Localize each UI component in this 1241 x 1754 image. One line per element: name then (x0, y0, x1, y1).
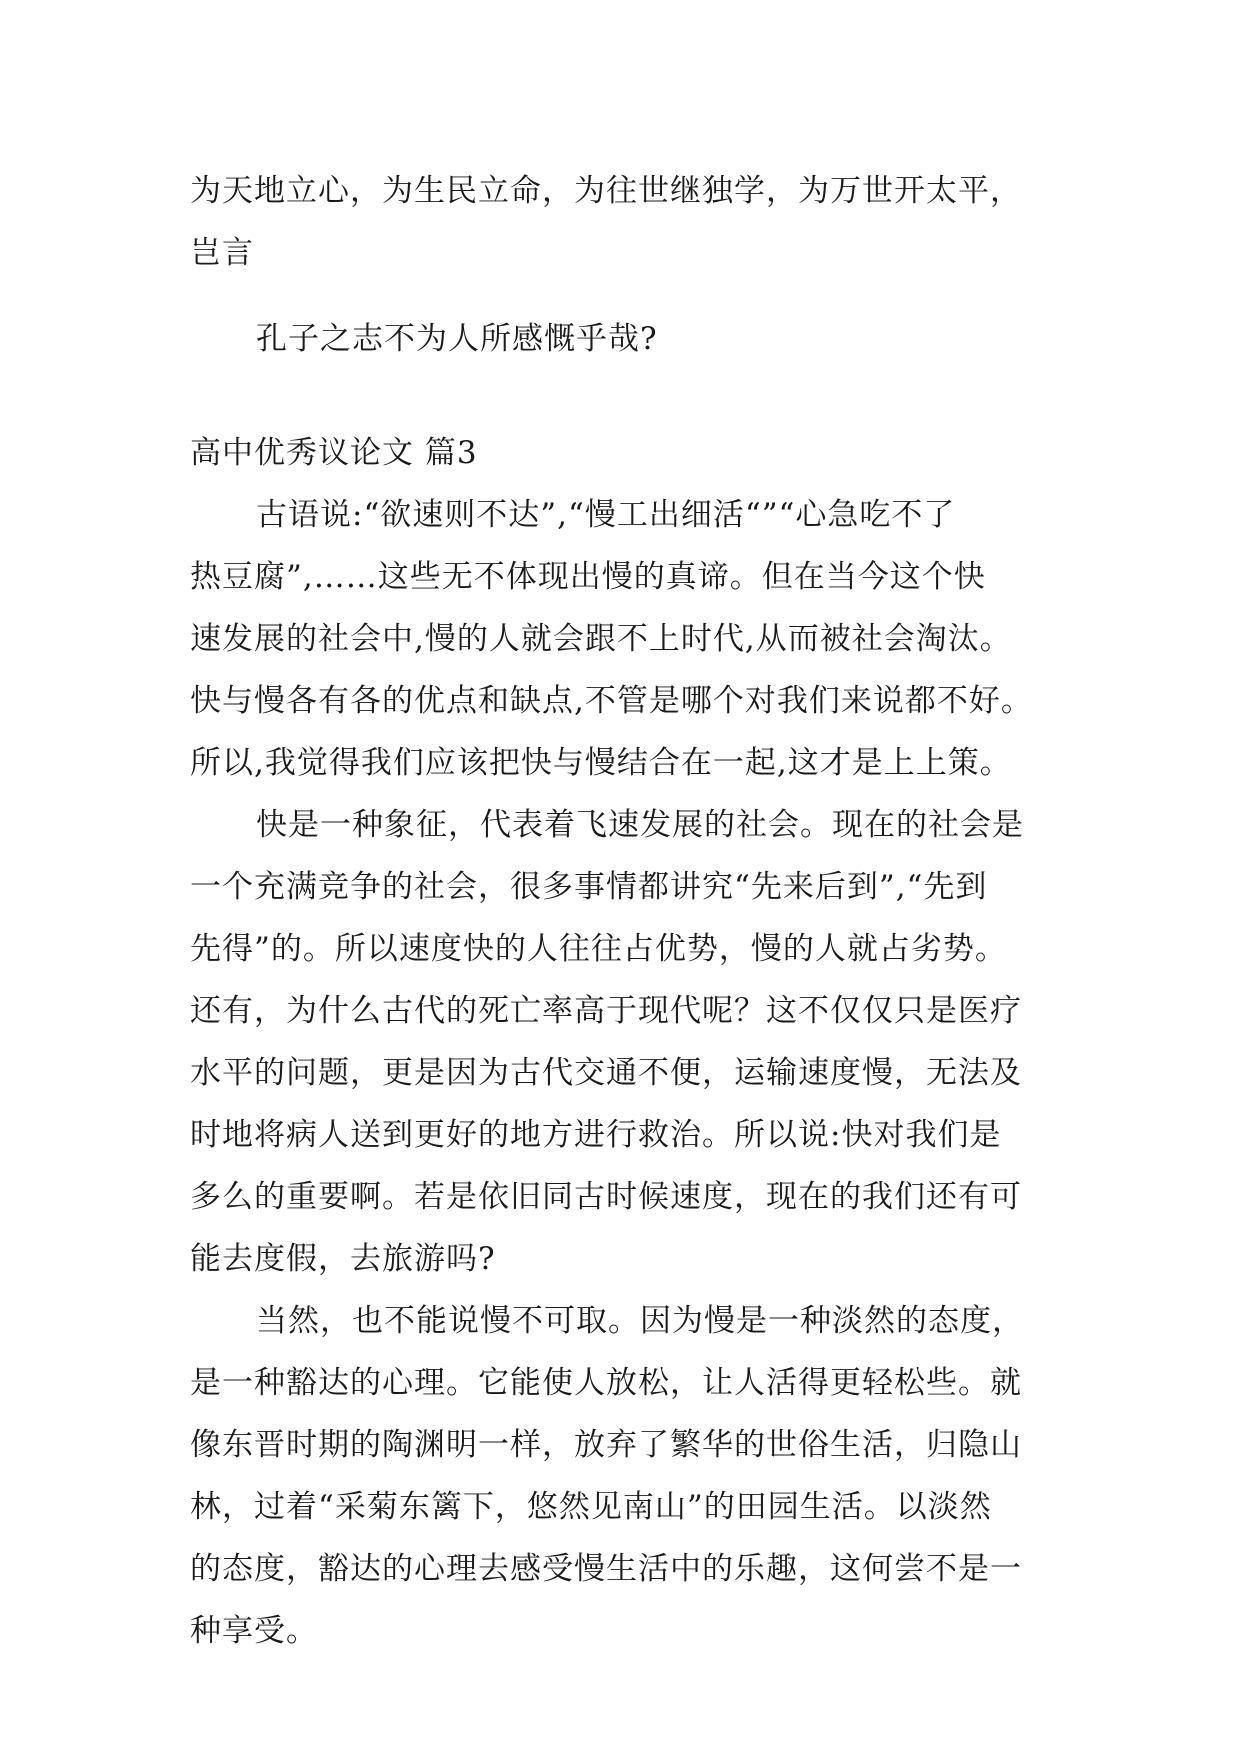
text-line: 快是一种象征，代表着飞速发展的社会。现在的社会是 (256, 807, 1024, 843)
text-line: 种享受。 (190, 1613, 318, 1649)
text-line: 林，过着“采菊东篱下，悠然见南山”的田园生活。以淡然 (190, 1489, 992, 1525)
text-line: 能去度假，去旅游吗? (190, 1241, 496, 1277)
text-line: 水平的问题，更是因为古代交通不便，运输速度慢，无法及 (190, 1055, 1022, 1091)
text-line: 速发展的社会中,慢的人就会跟不上时代,从而被社会淘汰。 (190, 621, 1012, 657)
text-line: 孔子之志不为人所感慨乎哉? (256, 321, 658, 357)
text-line: 时地将病人送到更好的地方进行救治。所以说:快对我们是 (190, 1117, 1002, 1153)
text-line: 岂言 (190, 235, 254, 271)
paragraph-3 (190, 1290, 1070, 1662)
text-line: 一个充满竞争的社会，很多事情都讲究“先来后到”,“先到 (190, 869, 988, 905)
text-line: 像东晋时期的陶渊明一样，放弃了繁华的世俗生活，归隐山 (190, 1427, 1022, 1463)
text-line: 是一种豁达的心理。它能使人放松，让人活得更轻松些。就 (190, 1365, 1022, 1401)
text-line: 快与慢各有各的优点和缺点,不管是哪个对我们来说都不好。 (190, 683, 1033, 719)
document-page (190, 160, 1070, 1662)
section-title: 高中优秀议论文 篇3 (190, 435, 478, 471)
text-line: 为天地立心，为生民立命，为往世继独学，为万世开太平， (190, 173, 1022, 209)
spacer (190, 370, 1070, 422)
text-line: 古语说:“欲速则不达”,“慢工出细活“”“心急吃不了 (256, 497, 956, 533)
spacer (190, 284, 1070, 308)
text-line: 先得”的。所以速度快的人往往占优势，慢的人就占劣势。 (190, 931, 1007, 967)
text-line: 当然，也不能说慢不可取。因为慢是一种淡然的态度， (256, 1303, 1024, 1339)
text-line: 所以,我觉得我们应该把快与慢结合在一起,这才是上上策。 (190, 745, 1012, 781)
text-line: 还有，为什么古代的死亡率高于现代呢？这不仅仅只是医疗 (190, 993, 1022, 1029)
text-line: 多么的重要啊。若是依旧同古时候速度，现在的我们还有可 (190, 1179, 1022, 1215)
paragraph-1 (190, 484, 1070, 794)
text-line: 热豆腐”,……这些无不体现出慢的真谛。但在当今这个快 (190, 559, 986, 595)
text-line: 的态度，豁达的心理去感受慢生活中的乐趣，这何尝不是一 (190, 1551, 1022, 1587)
paragraph-2 (190, 794, 1070, 1290)
